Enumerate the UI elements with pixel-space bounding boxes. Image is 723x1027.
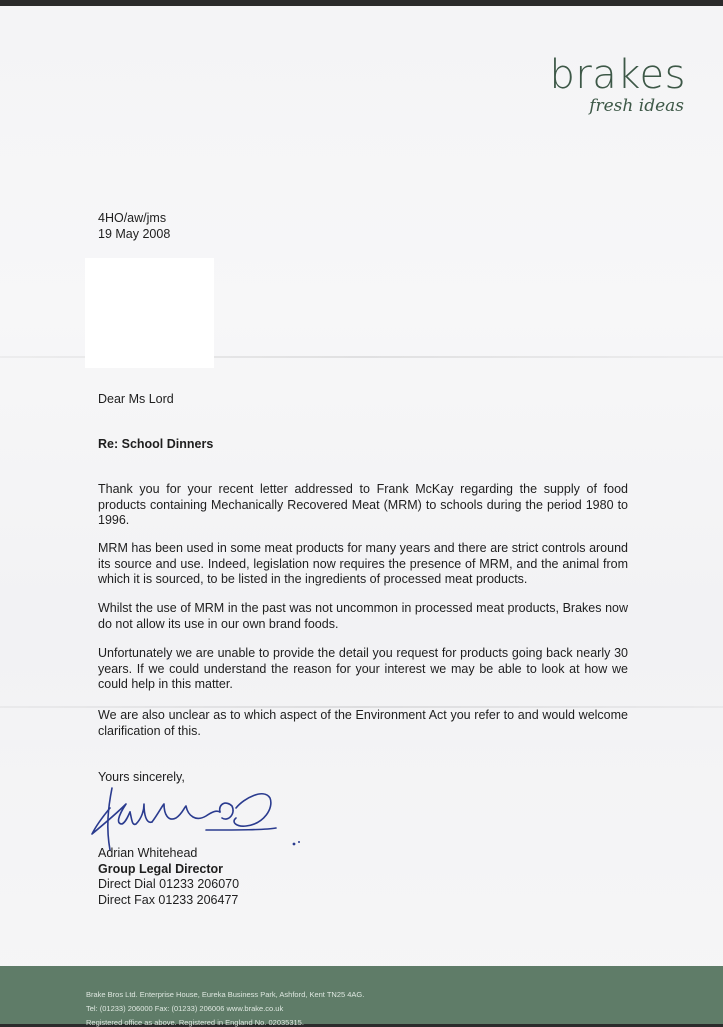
reference-code: 4HO/aw/jms	[98, 211, 167, 225]
letter-date: 19 May 2008	[98, 227, 171, 241]
footer-address: Brake Bros Ltd. Enterprise House, Eureka Business Park, Ashford, Kent TN25 4AG.	[86, 990, 365, 999]
direct-fax: Direct Fax 01233 206477	[98, 892, 239, 907]
salutation: Dear Ms Lord	[98, 392, 174, 406]
subject-line: Re: School Dinners	[98, 437, 214, 451]
logo-wordmark: brakes	[549, 52, 686, 98]
body-paragraph: Thank you for your recent letter addressed to Frank McKay regarding the supply of food products containing Mechanically Recovered Meat (MRM) to schools during the period 1980 to 1996.	[98, 482, 628, 527]
body-paragraph: Whilst the use of MRM in the past was not uncommon in processed meat products, Brakes now do not allow its use in our own brand foods.	[98, 601, 628, 631]
redacted-address	[85, 258, 214, 368]
body-paragraph: MRM has been used in some meat products for many years and there are strict controls around its source and use. Indeed, legislation now requires the presence of MRM, and the animal from which it is sourced, to be listed in the ingredients of processed meat products.	[98, 541, 628, 586]
logo-tagline: fresh ideas	[589, 96, 684, 116]
footer-band	[0, 966, 723, 1027]
reference-block	[98, 210, 170, 242]
signatory-name: Adrian Whitehead	[98, 846, 198, 860]
body-paragraph: We are also unclear as to which aspect of the Environment Act you refer to and would welcome clarification of this.	[98, 708, 628, 738]
footer-registration: Registered office as above. Registered in England No. 02035315.	[86, 1018, 304, 1027]
signatory-title: Group Legal Director	[98, 861, 224, 876]
direct-dial: Direct Dial 01233 206070	[98, 877, 240, 891]
brakes-logo	[536, 52, 686, 116]
closing: Yours sincerely,	[98, 770, 185, 784]
signature-block	[98, 846, 239, 908]
body-paragraph: Unfortunately we are unable to provide the detail you request for products going back nearly 30 years. If we could understand the reason for your interest we may be able to look at how we could help in this matter.	[98, 646, 628, 691]
footer-contact: Tel: (01233) 206000 Fax: (01233) 206006 www.brake.co.uk	[86, 1004, 284, 1013]
